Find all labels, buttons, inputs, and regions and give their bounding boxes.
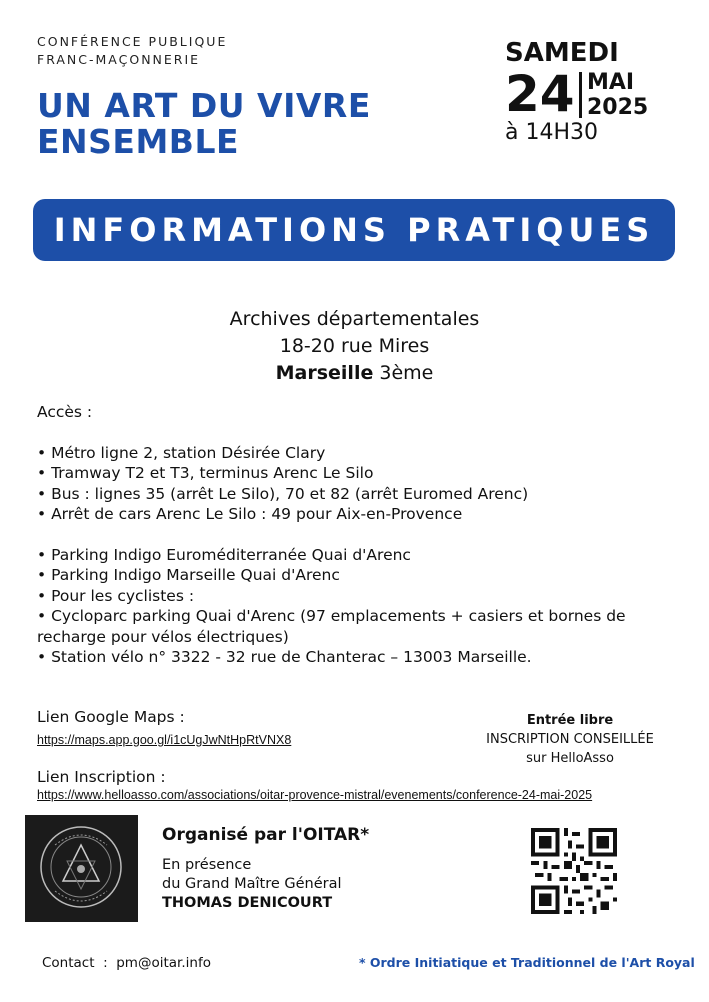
entry-free: Entrée libre xyxy=(526,713,614,728)
date-month: MAI xyxy=(587,70,635,95)
footnote: * Ordre Initiatique et Traditionnel de l'Art Royal xyxy=(359,955,695,970)
kicker xyxy=(37,33,227,69)
date-time: à 14H30 xyxy=(505,120,599,145)
date-month-year xyxy=(587,70,648,120)
venue-line-3 xyxy=(0,360,709,387)
qr-code-icon[interactable] xyxy=(531,828,617,914)
organizer-name: THOMAS DENICOURT xyxy=(162,895,333,911)
maps-link[interactable]: https://maps.app.goo.gl/i1cUgJwNtHpRtVNX8 xyxy=(37,733,292,747)
transport-item: • Arrêt de cars Arenc Le Silo : 49 pour Aix-en-Provence xyxy=(37,505,463,523)
access-info xyxy=(37,402,677,668)
transport-item: • Bus : lignes 35 (arrêt Le Silo), 70 et 82 (arrêt Euromed Arenc) xyxy=(37,484,529,503)
parking-item: • Cycloparc parking Quai d'Arenc (97 emplacements + casiers et bornes de recharge pour vélos électriques) xyxy=(37,607,631,646)
section-banner: INFORMATIONS PRATIQUES xyxy=(33,199,675,261)
maps-label: Lien Google Maps : xyxy=(37,708,185,726)
inscription-label: Lien Inscription : xyxy=(37,768,166,786)
contact-info: Contact : pm@oitar.info xyxy=(42,955,211,971)
organizer-line-2: du Grand Maître Général xyxy=(162,876,342,892)
title-line-1: UN ART DU VIVRE xyxy=(37,86,371,125)
organizer-line-1: En présence xyxy=(162,857,252,873)
date-separator xyxy=(579,72,582,118)
title-line-2: ENSEMBLE xyxy=(37,122,240,161)
inscription-link[interactable]: https://www.helloasso.com/associations/oitar-provence-mistral/evenements/conference-24-mai-2025 xyxy=(37,788,593,802)
date-year: 2025 xyxy=(587,95,649,120)
date-weekday: SAMEDI xyxy=(505,38,619,68)
entry-info xyxy=(455,711,685,768)
transport-item: • Tramway T2 et T3, terminus Arenc Le Silo xyxy=(37,464,374,482)
kicker-line-1: CONFÉRENCE PUBLIQUE xyxy=(37,34,228,49)
venue-city: Marseille xyxy=(275,362,374,384)
parking-item: • Parking Indigo Marseille Quai d'Arenc xyxy=(37,566,340,584)
access-heading: Accès : xyxy=(37,403,93,421)
parking-item: • Parking Indigo Euroméditerranée Quai d'Arenc xyxy=(37,545,411,564)
entry-registration: INSCRIPTION CONSEILLÉE xyxy=(486,732,654,747)
venue-line-2: 18-20 rue Mires xyxy=(279,335,430,357)
organizer-details xyxy=(162,856,342,913)
oitar-seal-logo xyxy=(25,815,138,922)
date-day: 24 xyxy=(505,65,575,123)
page-title xyxy=(37,88,371,160)
kicker-line-2: FRANC-MAÇONNERIE xyxy=(37,52,201,67)
entry-platform: sur HelloAsso xyxy=(526,751,614,766)
venue-block xyxy=(0,306,709,387)
organizer-title: Organisé par l'OITAR* xyxy=(162,825,370,845)
parking-item: • Pour les cyclistes : xyxy=(37,586,195,605)
parking-item: • Station vélo n° 3322 - 32 rue de Chanterac – 13003 Marseille. xyxy=(37,648,532,666)
venue-district: 3ème xyxy=(373,362,434,384)
transport-item: • Métro ligne 2, station Désirée Clary xyxy=(37,443,326,462)
venue-line-1: Archives départementales xyxy=(229,308,480,330)
